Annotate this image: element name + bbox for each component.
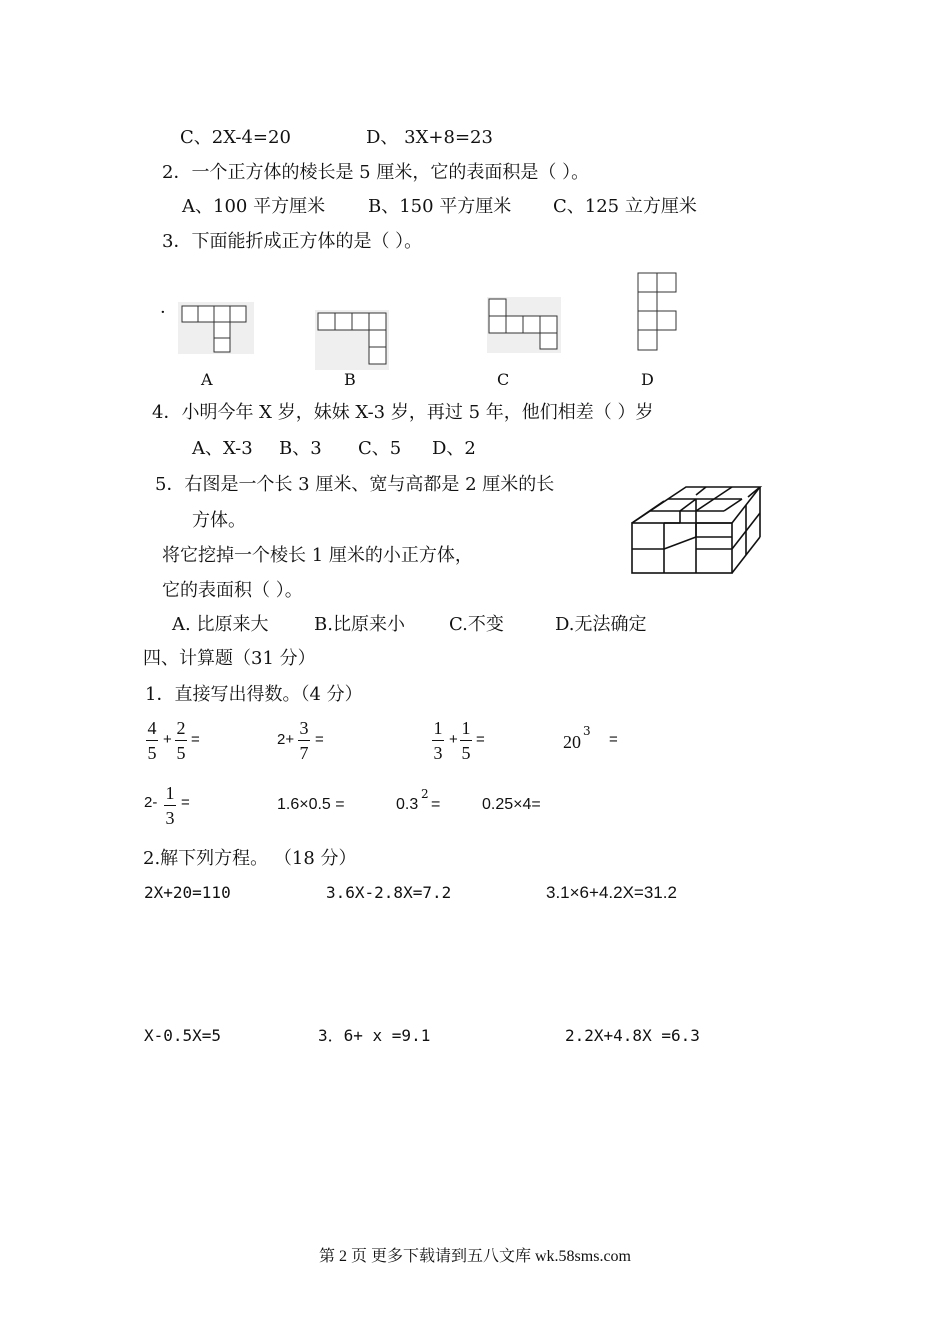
plus-sign: + [163,731,172,748]
net-label-b: B [344,370,356,389]
q1-option-c: C、2X-4=20 [180,127,291,148]
equals-sign: = [181,794,190,811]
cube-net-a [178,302,254,354]
q5-option-b: B.比原来小 [314,614,405,635]
cuboid-figure [628,483,766,577]
equation-2: 3.6X-2.8X=7.2 [326,883,452,902]
equals-sign: = [431,796,441,813]
net-label-d: D [641,370,654,389]
page-footer: 第 2 页 更多下载请到五八文库 wk.58sms.com [318,1248,631,1265]
power-exponent: 2 [421,787,429,801]
equals-sign: = [191,731,200,748]
expression-prefix: 2- [144,794,158,811]
q4-option-d: D、2 [432,438,476,459]
q4-option-a: A、X-3 [192,438,253,459]
equation-5: 3．6+ x =9.1 [318,1026,431,1045]
calc-q2-title: 2.解下列方程。 （18 分） [143,848,357,869]
q3-dot: · [160,302,166,323]
fraction: 4 5 [147,718,157,763]
equation-6: 2.2X+4.8X =6.3 [565,1026,700,1045]
q5-line1: 5．右图是一个长 3 厘米、宽与高都是 2 厘米的长 [155,474,555,495]
power-base: 20 [563,732,581,752]
q4-option-b: B、3 [279,438,322,459]
q2-option-b: B、150 平方厘米 [368,196,512,217]
q2-option-a: A、100 平方厘米 [182,196,326,217]
q5-line2: 方体。 [192,510,246,531]
cube-net-d [635,271,681,355]
q4-text: 4．小明今年 X 岁，妹妹 X-3 岁，再过 5 年，他们相差（ ）岁 [152,402,654,423]
fraction: 1 3 [433,718,443,763]
equals-sign: = [315,731,324,748]
fraction: 1 3 [165,783,175,828]
fraction: 3 7 [299,718,309,763]
equals-sign: = [476,731,485,748]
q5-option-a: A. 比原来大 [172,614,269,635]
equation-4: X-0.5X=5 [144,1026,222,1045]
plus-sign: + [449,731,458,748]
equals-sign: = [609,731,618,748]
cube-net-c [487,297,561,353]
q1-option-d: D、 3X+8=23 [366,127,493,148]
q2-text: 2．一个正方体的棱长是 5 厘米，它的表面积是（ ）。 [162,162,590,183]
fraction: 2 5 [176,718,186,763]
q5-option-d: D.无法确定 [555,614,647,635]
section4-title: 四、计算题（31 分） [143,648,316,669]
q3-text: 3．下面能折成正方体的是（ ）。 [162,231,423,252]
equation-1: 2X+20=110 [144,883,231,902]
equation-3: 3.1×6+4.2X=31.2 [546,883,677,902]
q2-option-c: C、125 立方厘米 [553,196,697,217]
power-exponent: 3 [583,724,591,738]
net-label-c: C [497,370,510,389]
expression-multiply: 0.25×4= [482,796,541,813]
expression-prefix: 2+ [277,731,295,748]
cube-net-b [315,310,389,370]
expression-multiply: 1.6×0.5 = [277,796,345,813]
q4-option-c: C、5 [358,438,402,459]
calc-q1-title: 1．直接写出得数。（4 分） [145,684,363,705]
q5-option-c: C.不变 [449,614,504,635]
net-label-a: A [201,370,213,389]
q5-line3: 将它挖掉一个棱长 1 厘米的小正方体， [162,545,473,566]
fraction: 1 5 [461,718,471,763]
power-base: 0.3 [396,796,419,813]
q5-line4: 它的表面积（ ）。 [162,580,303,601]
